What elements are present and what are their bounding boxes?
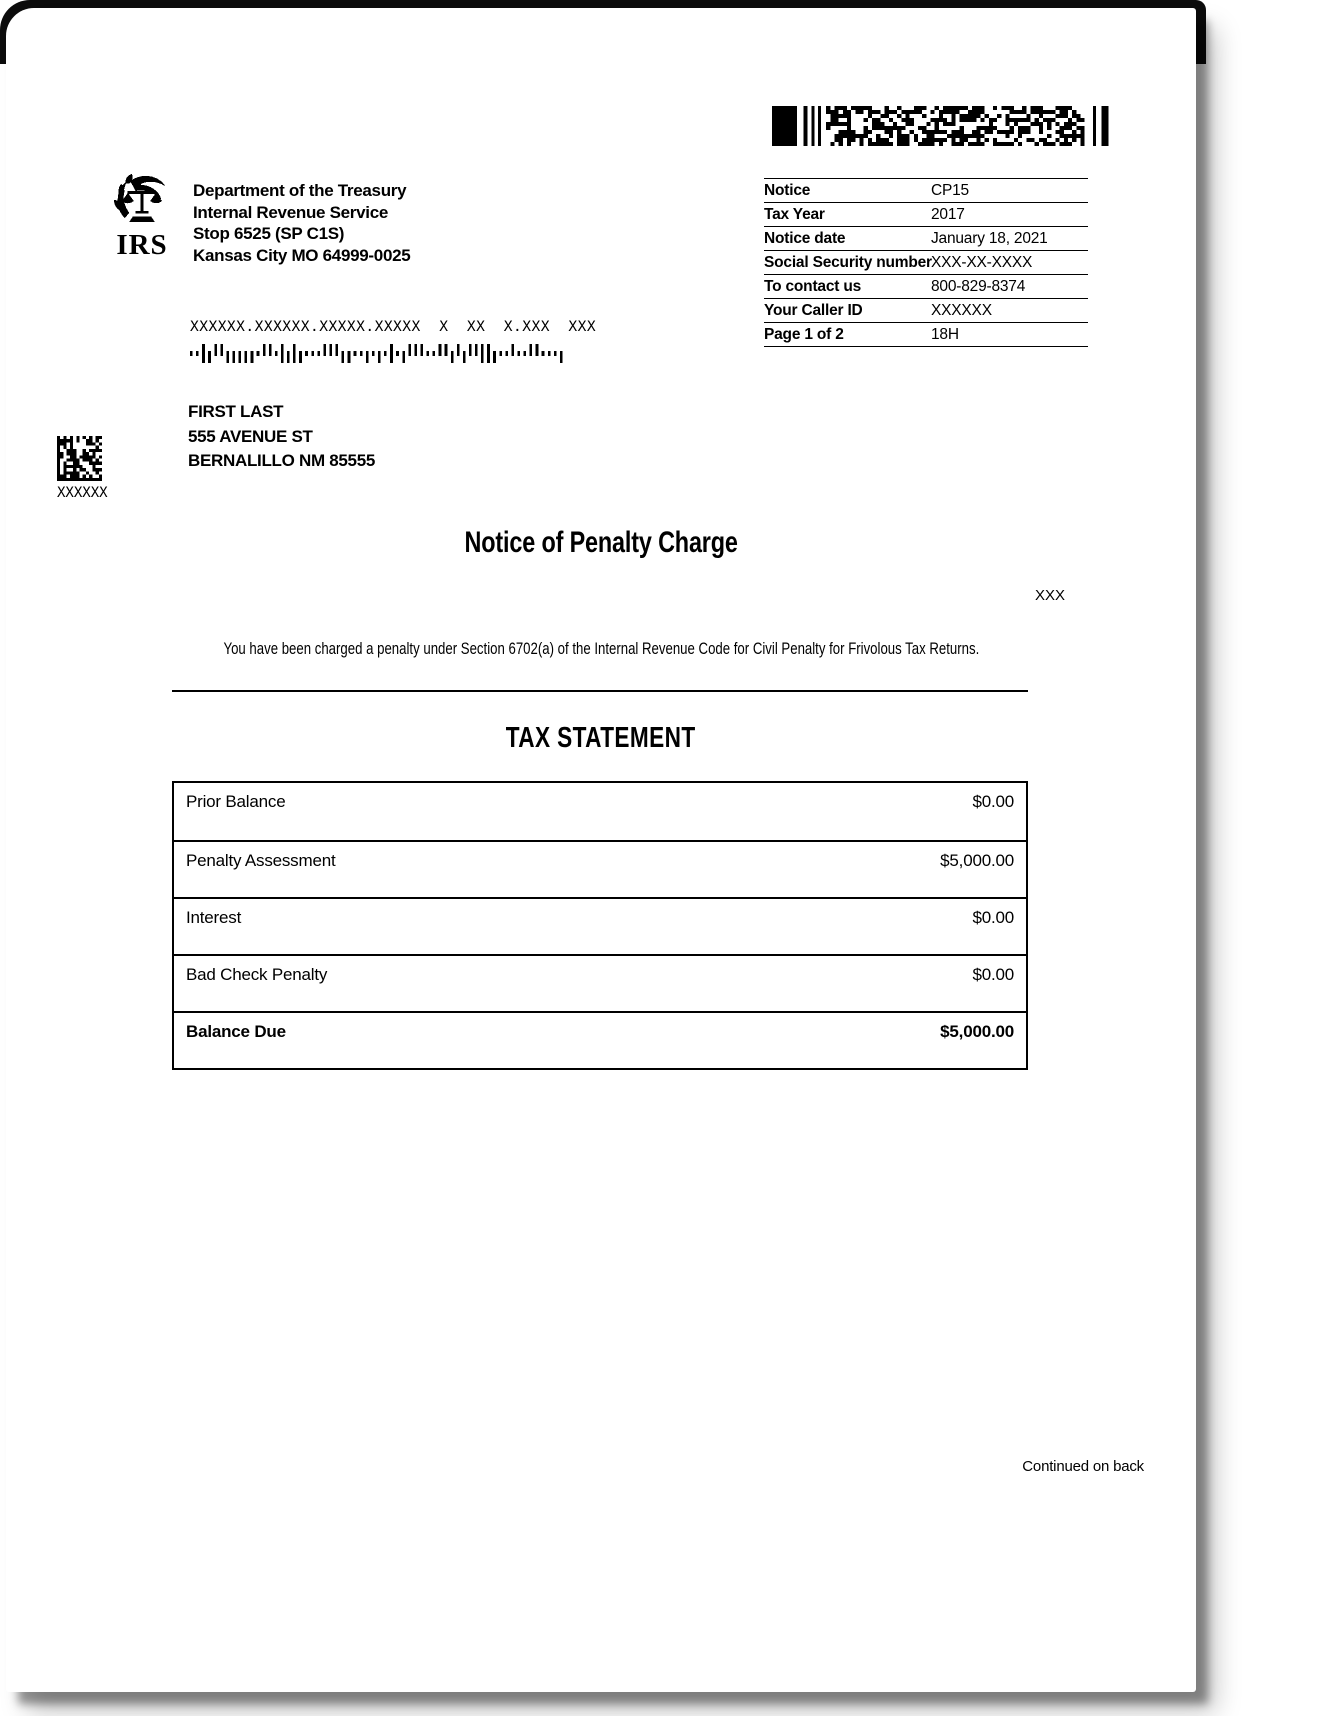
recipient-address-block xyxy=(188,400,375,474)
right-margin-mark: XXX xyxy=(1035,587,1066,604)
mail-routing-code: XXXXXX.XXXXXX.XXXXX.XXXXX X XX X.XXX XXX xyxy=(190,319,597,335)
statement-amount: $0.00 xyxy=(972,792,1014,811)
notice-info-table xyxy=(764,178,1088,347)
statement-amount: $0.00 xyxy=(972,908,1014,927)
notice-info-value: January 18, 2021 xyxy=(931,229,1048,247)
margin-code: XXXXXX xyxy=(57,485,108,501)
notice-info-label: Notice xyxy=(764,181,811,199)
notice-info-label: To contact us xyxy=(764,277,862,295)
statement-label: Balance Due xyxy=(186,1022,286,1041)
statement-label: Bad Check Penalty xyxy=(186,965,328,984)
irs-logo xyxy=(106,171,178,259)
statement-amount: $5,000.00 xyxy=(940,851,1014,870)
intro-row xyxy=(6,640,1196,659)
section-divider xyxy=(172,690,1028,692)
statement-row xyxy=(174,783,1026,840)
notice-info-row xyxy=(764,178,1088,202)
notice-info-row xyxy=(764,298,1088,322)
notice-info-label: Tax Year xyxy=(764,205,825,223)
sender-line: Internal Revenue Service xyxy=(193,202,389,222)
notice-info-value: 2017 xyxy=(931,205,965,223)
datamatrix-barcode-icon xyxy=(57,436,102,481)
notice-info-row xyxy=(764,250,1088,274)
statement-row-balance-due xyxy=(174,1011,1026,1068)
postal-imb-barcode-icon xyxy=(190,344,566,363)
statement-label: Prior Balance xyxy=(186,792,286,811)
sender-address-block xyxy=(193,180,410,266)
continued-on-back-note: Continued on back xyxy=(1022,1458,1144,1475)
irs-notice-page xyxy=(6,8,1196,1692)
sender-line: Kansas City MO 64999-0025 xyxy=(193,245,411,265)
statement-row xyxy=(174,897,1026,954)
statement-row xyxy=(174,840,1026,897)
notice-info-label: Your Caller ID xyxy=(764,301,863,319)
statement-label: Interest xyxy=(186,908,242,927)
statement-amount: $0.00 xyxy=(972,965,1014,984)
notice-info-label: Page 1 of 2 xyxy=(764,325,844,343)
notice-info-value: XXXXXX xyxy=(931,301,992,319)
notice-info-row xyxy=(764,226,1088,250)
notice-info-label: Notice date xyxy=(764,229,846,247)
notice-info-row xyxy=(764,274,1088,298)
statement-heading: TAX STATEMENT xyxy=(506,722,696,754)
recipient-line: 555 AVENUE ST xyxy=(188,426,313,446)
statement-row xyxy=(174,954,1026,1011)
notice-info-row xyxy=(764,202,1088,226)
irs-logo-text: IRS xyxy=(116,229,168,261)
statement-heading-row xyxy=(6,722,1196,755)
irs-eagle-icon xyxy=(111,171,173,231)
notice-info-label: Social Security number xyxy=(764,253,932,271)
notice-info-row xyxy=(764,322,1088,347)
recipient-line: BERNALILLO NM 85555 xyxy=(188,451,376,470)
statement-amount: $5,000.00 xyxy=(940,1022,1014,1041)
penalty-intro-text: You have been charged a penalty under Section 6702(a) of the Internal Revenue Code for Civil Penalty for Frivolous Tax Returns. xyxy=(223,640,979,658)
notice-info-value: 18H xyxy=(931,325,959,343)
notice-info-value: 800-829-8374 xyxy=(931,277,1026,295)
page-title: Notice of Penalty Charge xyxy=(464,526,738,559)
page-title-row xyxy=(6,526,1196,560)
sender-line: Department of the Treasury xyxy=(193,181,407,200)
notice-strip-barcode-icon xyxy=(772,104,1116,148)
notice-info-value: CP15 xyxy=(931,181,969,199)
recipient-line: FIRST LAST xyxy=(188,402,284,421)
statement-label: Penalty Assessment xyxy=(186,851,336,870)
sender-line: Stop 6525 (SP C1S) xyxy=(193,224,345,243)
tax-statement-table xyxy=(172,781,1028,1070)
notice-info-value: XXX-XX-XXXX xyxy=(931,253,1033,271)
